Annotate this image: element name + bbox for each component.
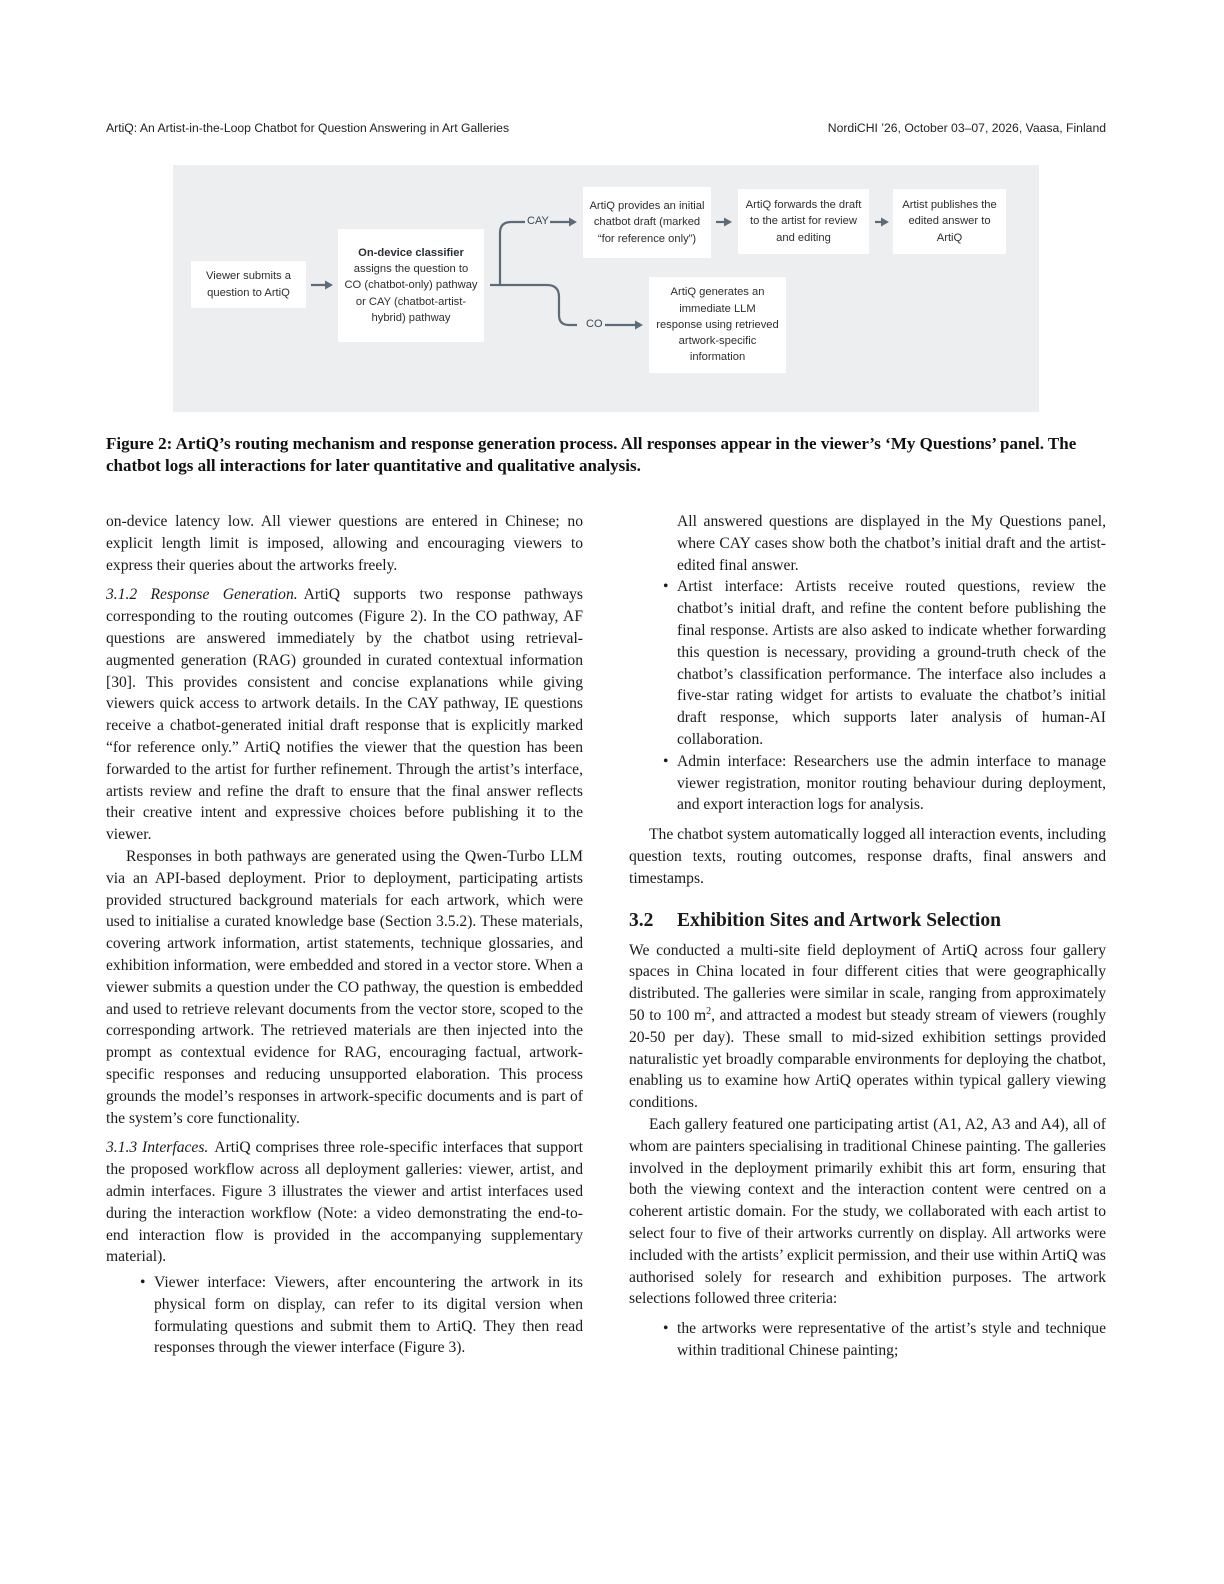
bullet: • [663,752,669,770]
criteria-list [629,1318,1106,1362]
co-label: CO [586,318,603,330]
paragraph-latency: on-device latency low. All viewer questions are entered in Chinese; no explicit length limit is imposed, allowing and encouraging viewers to express their queries about the artworks freely. [106,513,583,574]
list-item [629,576,1106,750]
superscript: 2 [706,1005,712,1017]
interface-list [106,1272,583,1359]
cay-label: CAY [527,215,549,227]
list-item [629,751,1106,816]
interface-list-continued [629,511,1106,816]
initial-draft-box [583,187,711,258]
header-title: ArtiQ: An Artist-in-the-Loop Chatbot for Question Answering in Art Galleries [106,121,510,135]
sites-text-b: , and attracted a modest but steady stream of viewers (roughly 20-50 per day). These small to mid-sized exhibition settings provided naturalistic yet broadly comparable environments for deploying the chatbot, enabling us to examine how ArtiQ operates within typical gallery viewing conditions. [629,1006,1106,1112]
paragraph-responses: Responses in both pathways are generated using the Qwen-Turbo LLM via an API-based deployment. Prior to deployment, participating artists provided structured background materials for each artwork, which were used to initialise a curated knowledge base (Section 3.5.2). These materials, covering artwork information, artist statements, technique glossaries, and exhibition information, were embedded and stored in a vector store. When a viewer submits a question under the CO pathway, the question is embedded and used to retrieve relevant documents from the vector store, scoped to the corresponding artwork. The retrieved materials are then injected into the prompt as contextual evidence for RAG, encouraging factual, artwork-specific responses and reducing unsupported elaboration. This process grounds the model’s responses in artwork-specific documents and is part of the system’s core functionality. [106,847,583,1127]
initial-draft-text: ArtiQ provides an initial chatbot draft (marked “for reference only”) [589,200,705,245]
bullet: • [663,1320,669,1338]
list-item [629,1318,1106,1362]
running-header [106,121,1106,139]
bullet: • [663,578,669,596]
section-3-1-3-text: ArtiQ comprises three role-specific interfaces that support the proposed workflow across all deployment galleries: viewer, artist, and admin interfaces. Figure 3 illustrates the viewer and artist interfaces used during the interaction workflow (Note: a video demonstrating the end-to-end interaction flow is provided in the accompanying supplementary material). [106,1139,583,1266]
left-column [106,511,583,1359]
paragraph-sites [629,940,1106,1114]
llm-response-box [649,277,786,373]
paragraph-gallery: Each gallery featured one participating artist (A1, A2, A3 and A4), all of whom are painters specialising in traditional Chinese painting. The galleries involved in the deployment primarily exhibit this art form, ensuring that both the viewing context and the interaction content were centred on a coherent artistic domain. For the study, we collaborated with each artist to select four to five of their artworks currently on display. All artworks were included with the artists’ explicit permission, and their use within ArtiQ was authorised solely for research and exhibition purposes. The artwork selections followed three criteria: [629,1115,1106,1308]
subsection-heading: 3.1.2 Response Generation. [106,586,298,604]
bullet: • [140,1274,146,1292]
sites-text-a: We conducted a multi-site field deployment of ArtiQ across four gallery spaces in China located in four different cities that were geographically distributed. The galleries were similar in scale, ranging from approximately 50 to 100 m [629,941,1106,1024]
viewer-submits-text: Viewer submits a question to ArtiQ [206,270,291,299]
header-venue: NordiCHI ’26, October 03–07, 2026, Vaasa, Finland [827,121,1106,135]
bullet-viewer-text: Viewer interface: Viewers, after encountering the artwork in its physical form on display, can refer to its digital version when formulating questions and submit them to ArtiQ. They then read responses through the viewer interface (Figure 3). [154,1274,583,1357]
routing-figure [173,165,1039,412]
artist-publishes-text: Artist publishes the edited answer to ArtiQ [902,199,997,244]
forward-artist-text: ArtiQ forwards the draft to the artist for review and editing [745,199,862,244]
list-item [106,1272,583,1359]
section-heading [629,908,1106,934]
section-3-1-2 [106,584,583,846]
subsection-heading: 3.1.3 Interfaces. [106,1139,209,1157]
section-3-1-2-text: ArtiQ supports two response pathways corresponding to the routing outcomes (Figure 2). In the CO pathway, AF questions are answered immediately by the chatbot using retrieval-augmented generation (RAG) grounded in curated contextual information [30]. This provides consistent and concise explanations while giving viewers quick access to artwork details. In the CAY pathway, IE questions receive a chatbot-generated initial draft response that is explicitly marked “for reference only.” ArtiQ notifies the viewer that the question has been forwarded to the artist for further refinement. Through the artist’s interface, artists review and refine the draft to ensure that the final answer reflects their creative intent and expressive choices before publishing it to the viewer. [106,586,583,844]
section-title: Exhibition Sites and Artwork Selection [677,909,1001,931]
viewer-submits-box [191,261,306,308]
list-item [629,511,1106,576]
bullet-admin-text: Admin interface: Researchers use the admin interface to manage viewer registration, monitor routing behaviour during deployment, and export interaction logs for analysis. [677,752,1106,814]
section-3-1-3 [106,1137,583,1268]
forward-artist-box [738,189,869,254]
section-number: 3.2 [629,909,654,931]
viewer-continuation-text: All answered questions are displayed in the My Questions panel, where CAY cases show both the chatbot’s initial draft and the artist-edited final answer. [677,513,1106,574]
paragraph-logged: The chatbot system automatically logged all interaction events, including question texts, routing outcomes, response drafts, final answers and timestamps. [629,826,1106,887]
figure-caption: Figure 2: ArtiQ’s routing mechanism and response generation process. All responses appear in the viewer’s ‘My Questions’ panel. The chatbot logs all interactions for later quantitative and qualitative analysis. [106,434,1077,475]
llm-response-text: ArtiQ generates an immediate LLM response using retrieved artwork-specific information [656,286,779,364]
artist-publishes-box [893,189,1006,254]
classifier-box [338,229,484,342]
classifier-body: assigns the question to CO (chatbot-only) pathway or CAY (chatbot-artist-hybrid) pathway [344,263,478,324]
bullet-artist-text: Artist interface: Artists receive routed questions, review the chatbot’s initial draft, and refine the content before publishing the final response. Artists are also asked to indicate whether forwarding this question is necessary, providing a ground-truth check of the chatbot’s classification performance. The interface also includes a five-star rating widget for artists to evaluate the chatbot’s initial draft response, which supports later analysis of human-AI collaboration. [677,578,1106,748]
right-column [629,511,1106,1362]
bullet-criteria-text: the artworks were representative of the artist’s style and technique within traditional Chinese painting; [677,1320,1106,1359]
classifier-title: On-device classifier [358,246,464,259]
